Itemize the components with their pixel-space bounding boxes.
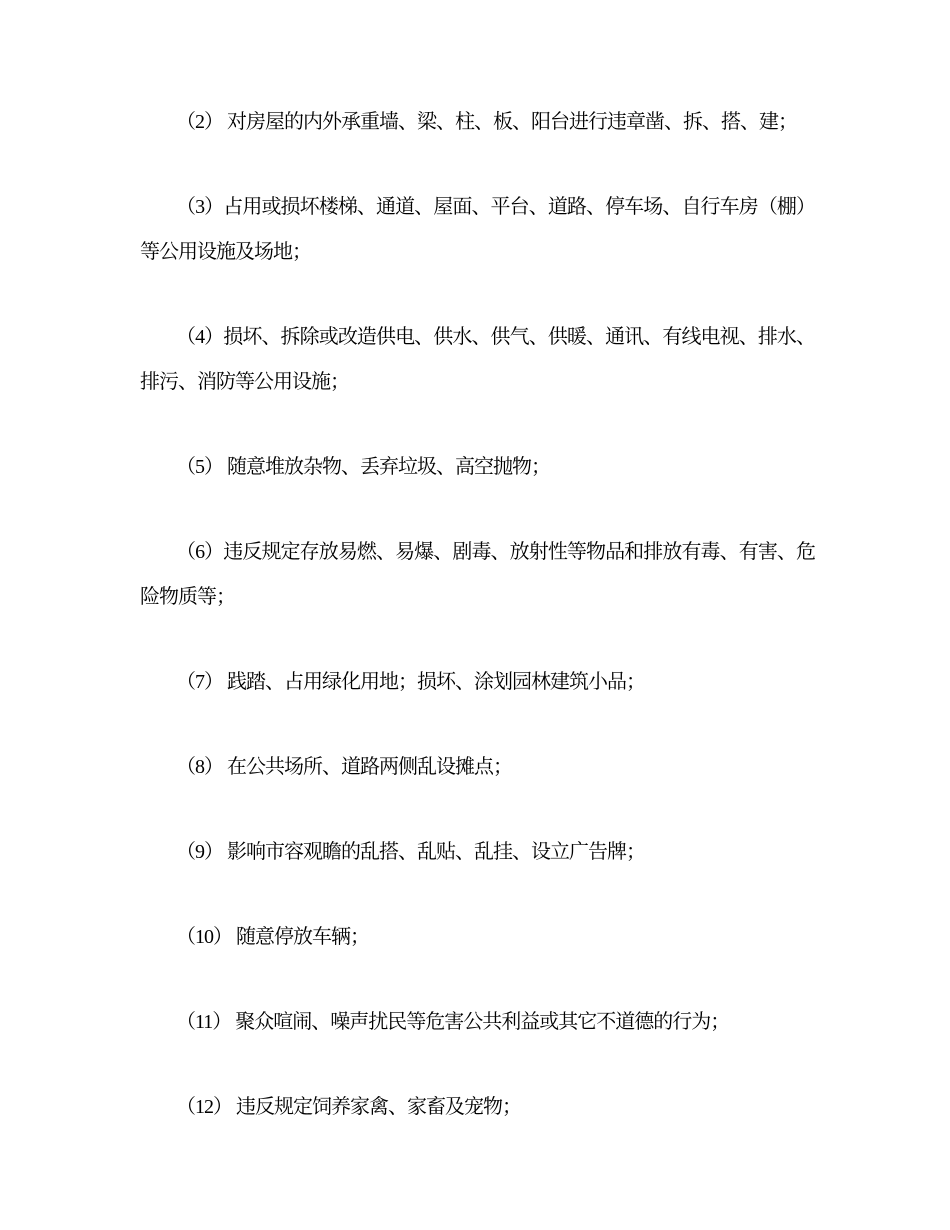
clause-11: （11） 聚众喧闹、噪声扰民等危害公共利益或其它不道德的行为；	[176, 1011, 730, 1033]
clause-4: （4）损坏、拆除或改造供电、供水、供气、供暖、通讯、有线电视、排水、排污、消防等公用设施；	[140, 326, 815, 393]
clause-10: （10） 随意停放车辆；	[176, 926, 369, 948]
clause-3: （3）占用或损坏楼梯、通道、屋面、平台、道路、停车场、自行车房（棚）等公用设施及场地；	[140, 196, 815, 263]
clause-5: （5） 随意堆放杂物、丢弃垃圾、高空抛物；	[176, 456, 550, 478]
clause-8: （8） 在公共场所、道路两侧乱设摊点；	[176, 756, 512, 778]
clause-7: （7） 践踏、占用绿化用地；损坏、涂划园林建筑小品；	[176, 671, 645, 693]
clause-2: （2） 对房屋的内外承重墙、梁、柱、板、阳台进行违章凿、拆、搭、建；	[176, 111, 797, 133]
clause-12: （12） 违反规定饲养家禽、家畜及宠物；	[176, 1096, 521, 1118]
clause-6: （6）违反规定存放易燃、易爆、剧毒、放射性等物品和排放有毒、有害、危险物质等；	[140, 541, 815, 608]
clause-9: （9） 影响市容观瞻的乱搭、乱贴、乱挂、设立广告牌；	[176, 841, 645, 863]
